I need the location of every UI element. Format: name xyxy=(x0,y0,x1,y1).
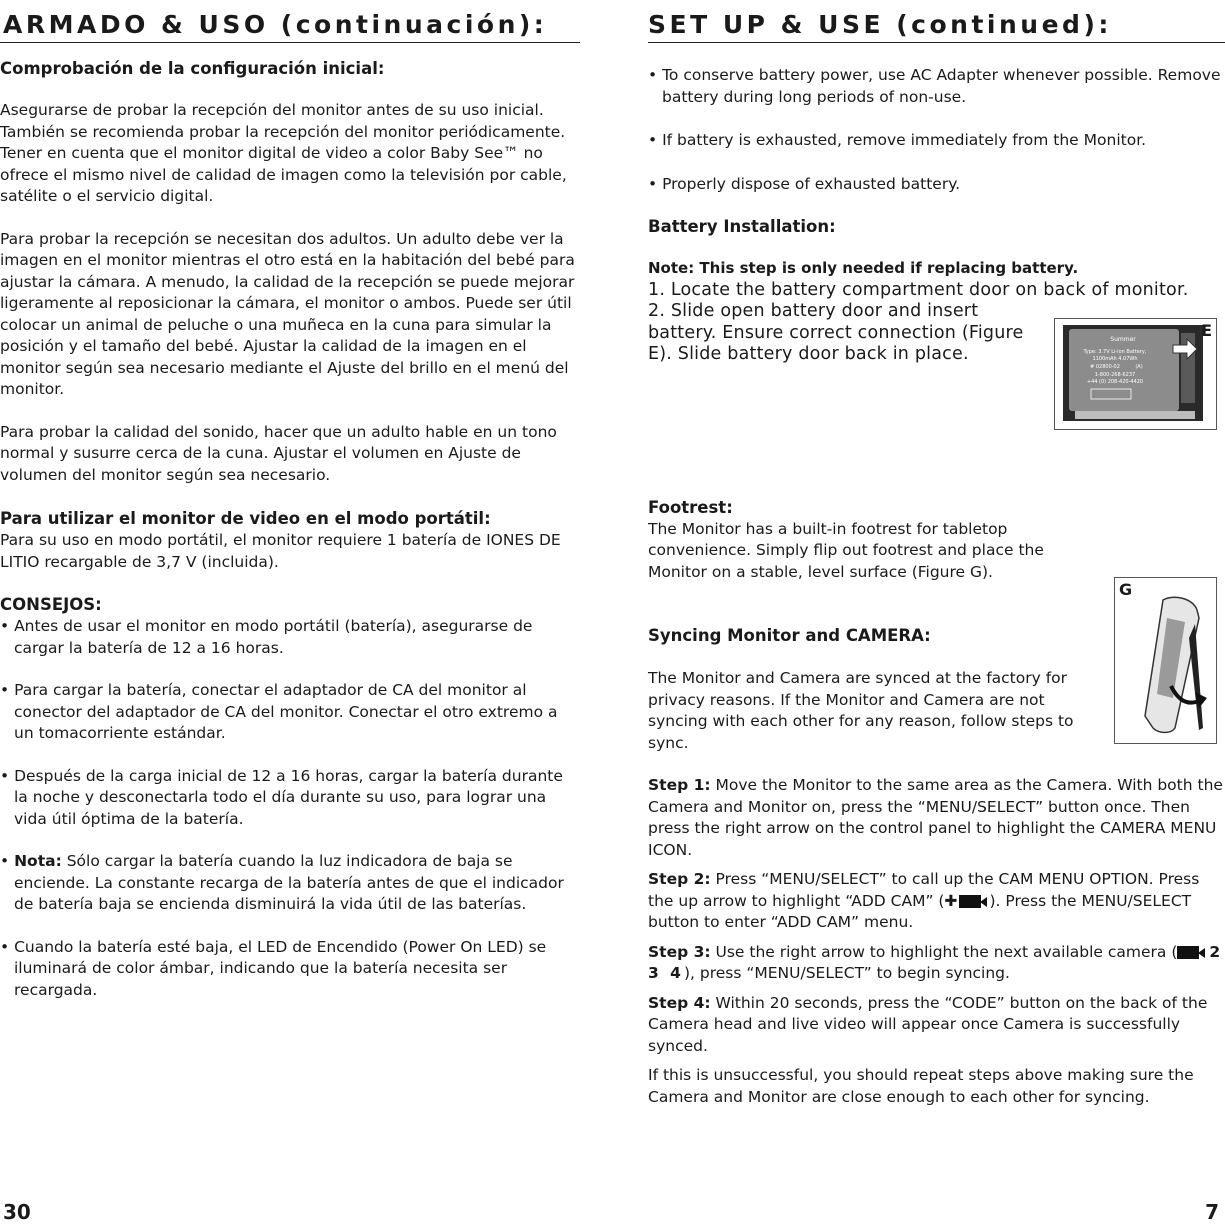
footrest-paragraph: The Monitor has a built-in footrest for tabletop convenience. Simply flip out footrest and place the Monitor on a stable, level surface (Figure G). xyxy=(648,519,1044,581)
battery-tip-dispose: • Properly dispose of exhausted battery. xyxy=(648,174,961,193)
step-1-label: Step 1: xyxy=(648,776,711,794)
figure-e-label: E xyxy=(1201,321,1212,340)
initial-setup-check-heading: Comprobación de la configuración inicial: xyxy=(0,59,385,78)
tip-low-battery: • Cuando la batería esté baja, el LED de Encendido (Power On LED) se iluminará de color ámbar, indicando que la batería necesita ser recargada. xyxy=(0,937,547,999)
step-2-text-a: Press “MENU/SELECT” to call up the CAM MENU OPTION. Press the up arrow to highlight “ADD CAM” ( xyxy=(648,870,1200,910)
sound-test-paragraph: Para probar la calidad del sonido, hacer que un adulto hable en un tono normal y susurre cerca de la cuna. Ajustar el volumen en Ajuste de volumen del monitor según sea necesario. xyxy=(0,422,557,484)
camera-icon xyxy=(959,895,981,908)
footrest-heading: Footrest: xyxy=(648,497,733,517)
figure-e-battery xyxy=(1054,318,1217,430)
battery-step-1: 1. Locate the battery compartment door on back of monitor. xyxy=(648,279,1189,300)
camera-icon xyxy=(1177,946,1199,959)
tip-charge-time: • Antes de usar el monitor en modo portátil (batería), asegurarse de cargar la batería de 12 a 16 horas. xyxy=(0,617,533,657)
battery-type-text: Type: 3.7V Li-ion Battery, xyxy=(1083,349,1147,355)
sync-step-4 xyxy=(648,993,1225,1058)
battery-note: Note: This step is only needed if replacing battery. xyxy=(648,259,1079,277)
right-page-column xyxy=(648,0,1225,1108)
step-2-label: Step 2: xyxy=(648,870,711,888)
battery-brand-text: Summer xyxy=(1110,336,1136,343)
step-2-text-b: ). Press the MENU/SELECT button to enter “ADD CAM” menu. xyxy=(648,891,1192,931)
camera-numbers: 2 3 4 xyxy=(648,942,1224,982)
syncing-intro: The Monitor and Camera are synced at the factory for privacy reasons. If the Monitor and Camera are not syncing with each other for any reason, follow steps to sync. xyxy=(648,669,1074,752)
sync-closing: If this is unsuccessful, you should repeat steps above making sure the Camera and Monitor are close enough to each other for syncing. xyxy=(648,1066,1194,1106)
tip-overnight-charge: • Después de la carga inicial de 12 a 16 horas, cargar la batería durante la noche y desconectarla todo el día durante su uso, para lograr una vida útil óptima de la batería. xyxy=(0,766,563,828)
portable-mode-paragraph: Para su uso en modo portátil, el monitor requiere 1 batería de IONES DE LITIO recargable de 3,7 V (incluida). xyxy=(0,531,561,571)
step-4-text: Within 20 seconds, press the “CODE” button on the back of the Camera head and live video will appear once Camera is successfully synced. xyxy=(648,993,1208,1055)
sync-step-3 xyxy=(648,942,1225,985)
battery-step-2: 2. Slide open battery door and insert battery. Ensure correct connection (Figure E). Slide battery door back in place. xyxy=(648,301,1024,364)
figure-g-footrest xyxy=(1114,577,1217,744)
left-page-column xyxy=(0,0,580,1001)
step-3-text-a: Use the right arrow to highlight the next available camera ( xyxy=(710,942,1178,961)
portable-mode-heading: Para utilizar el monitor de video en el modo portátil: xyxy=(0,509,491,528)
step-3-text-b: ), press “MENU/SELECT” to begin syncing. xyxy=(683,964,1010,982)
battery-phone-us: 1-800-268-6237 xyxy=(1094,372,1136,378)
tip-note: • Nota: Sólo cargar la batería cuando la luz indicadora de baja se enciende. La constante recarga de la batería antes de que el indicador de batería baja se encienda disminuirá la vida útil de las baterías. xyxy=(0,852,564,913)
left-page-header: ARMADO & USO (continuación): xyxy=(0,10,580,43)
monitor-footrest-illustration xyxy=(1115,578,1216,743)
step-1-text: Move the Monitor to the same area as the Camera. With both the Camera and Monitor on, press the “MENU/SELECT” button once. Then press the right arrow on the control panel to highlight the CAMERA MENU ICON. xyxy=(648,776,1223,859)
initial-setup-paragraph: Asegurarse de probar la recepción del monitor antes de su uso inicial. También se recomienda probar la recepción del monitor periódicamente. Tener en cuenta que el monitor digital de video a color Baby See™ no ofrece el mismo nivel de calidad de imagen como la televisión por cable, satélite o el servicio digital. xyxy=(0,101,567,205)
left-page-number: 30 xyxy=(3,1200,31,1224)
tips-heading: CONSEJOS: xyxy=(0,595,102,614)
step-4-label: Step 4: xyxy=(648,993,711,1012)
battery-part-text: # 02800-02 xyxy=(1090,364,1120,370)
tip-note-label: Nota: xyxy=(14,852,62,870)
sync-step-2 xyxy=(648,869,1225,934)
battery-model-text: (A) xyxy=(1135,364,1143,370)
figure-g-label: G xyxy=(1119,580,1133,599)
battery-installation-heading: Battery Installation: xyxy=(648,217,836,236)
battery-capacity-text: 1100mAh 4.07Wh xyxy=(1092,356,1138,362)
step-3-label: Step 3: xyxy=(648,942,711,961)
tip-note-text: Sólo cargar la batería cuando la luz indicadora de baja se enciende. La constante recarga de la batería antes de que el indicador de batería baja se encienda disminuirá la vida útil de las baterías. xyxy=(14,852,564,913)
sync-step-1 xyxy=(648,775,1225,861)
battery-tip-exhausted: • If battery is exhausted, remove immediately from the Monitor. xyxy=(648,131,1147,149)
battery-phone-uk: +44 (0) 208-420-4420 xyxy=(1086,379,1144,385)
reception-test-paragraph: Para probar la recepción se necesitan dos adultos. Un adulto debe ver la imagen en el monitor mientras el otro está en la habitación del bebé para ajustar la cámara. A menudo, la calidad de la recepción se puede mejorar ligeramente al reposicionar la cámara, el monitor o ambos. Puede ser útil colocar un animal de peluche o una muñeca en la cuna para simular la posición y el tamaño del bebé. Ajustar la calidad de la imagen en el monitor según sea necesario mediante el Ajuste del brillo en el menú del monitor. xyxy=(0,229,575,398)
syncing-heading: Syncing Monitor and CAMERA: xyxy=(648,626,931,645)
right-page-header: SET UP & USE (continued): xyxy=(648,10,1225,43)
right-page-number: 7 xyxy=(1205,1200,1219,1224)
battery-compartment-illustration xyxy=(1055,319,1216,429)
tip-charge-connection: • Para cargar la batería, conectar el adaptador de CA del monitor al conector del adaptador de CA del monitor. Conectar el otro extremo a un tomacorriente estándar. xyxy=(0,681,558,742)
battery-tip-adapter: • To conserve battery power, use AC Adapter whenever possible. Remove battery during long periods of non-use. xyxy=(648,66,1221,106)
plus-icon: ✚ xyxy=(944,891,958,910)
